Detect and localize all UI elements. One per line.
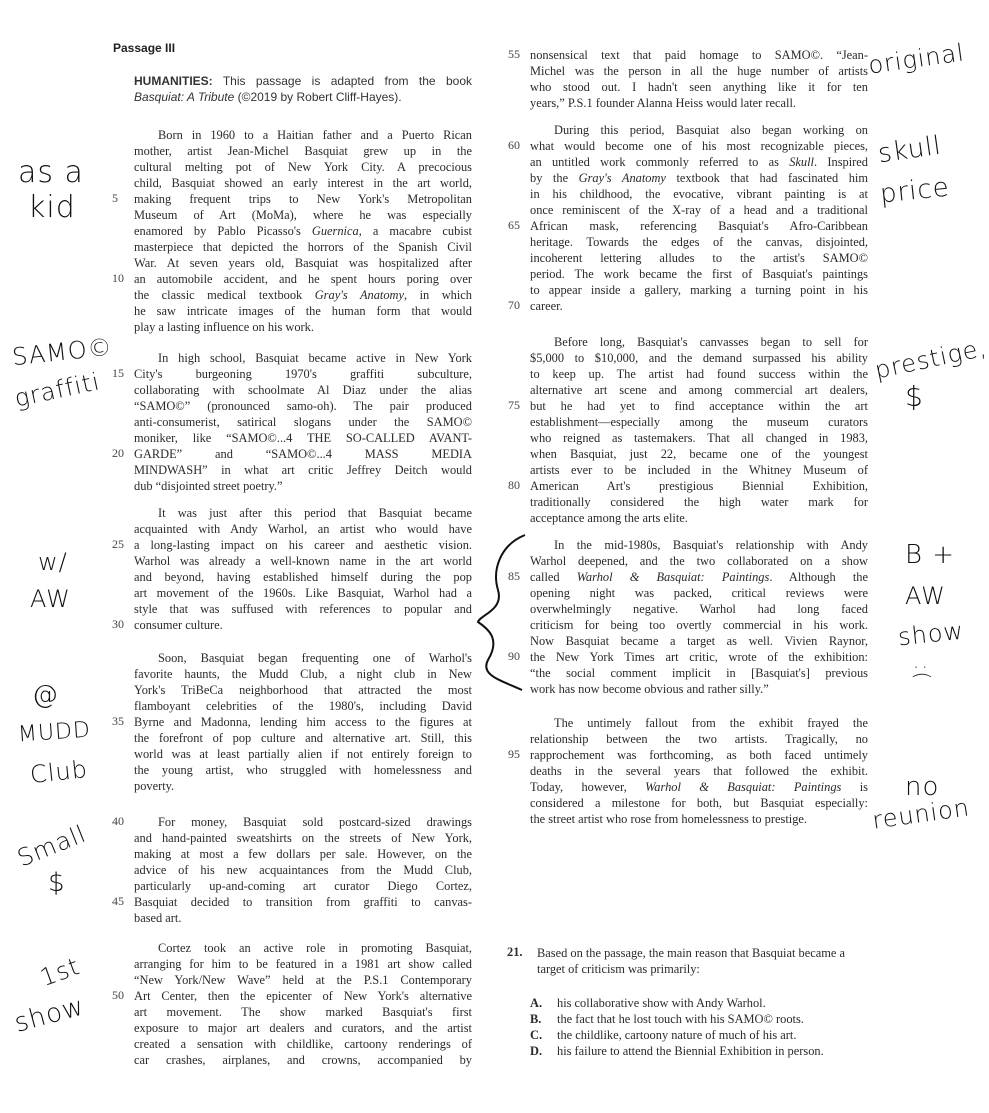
text-line <box>134 350 472 366</box>
text-line <box>530 202 868 218</box>
text-line <box>134 398 472 414</box>
italic-title: Gray's Anatomy <box>578 171 666 185</box>
line-number: 25 <box>112 537 124 551</box>
text-segment: what would become one of his most recognizable pieces, <box>530 139 868 153</box>
text-line <box>530 186 868 202</box>
text-segment: the street artist who rose from homelessness to prestige. <box>530 812 808 826</box>
text-segment: Art Center, then the epicenter of New York's alternative <box>134 989 472 1003</box>
text-segment: Now Basquiat became a target as well. Vivien Raynor, <box>530 634 868 648</box>
line-number: 60 <box>508 138 520 152</box>
text-segment: based art. <box>134 911 182 925</box>
text-segment: Soon, Basquiat began frequenting one of Warhol's <box>158 651 472 665</box>
text-line <box>530 266 868 282</box>
option-text: his collaborative show with Andy Warhol. <box>557 996 766 1010</box>
text-line <box>112 191 472 207</box>
intro-text: This passage is adapted from the book <box>212 74 472 88</box>
text-segment: City's burgeoning 1970's graffiti subculture, <box>134 367 472 381</box>
text-line <box>508 298 868 314</box>
text-segment: art movement of the 1960s. Like Basquiat, Warhol had a <box>134 586 472 600</box>
intro-book-title: Basquiat: A Tribute <box>134 90 235 104</box>
text-segment: Warhol deepened, and the two collaborated on a show <box>530 554 868 568</box>
option-letter: B. <box>530 1012 542 1026</box>
line-number: 80 <box>508 478 520 492</box>
text-segment: “New York/New Wave” held at the P.S.1 Contemporary <box>134 973 472 987</box>
note-at: @ <box>32 680 59 710</box>
text-line <box>508 569 868 585</box>
paragraph <box>508 715 868 827</box>
text-segment: In the mid-1980s, Basquiat's relationship with Andy <box>554 538 868 552</box>
text-segment: . Although the <box>769 570 868 584</box>
text-line <box>134 730 472 746</box>
text-segment: $5,000 to $10,000, and the demand surpassed his ability <box>530 351 868 365</box>
text-segment: In high school, Basquiat became active in New York <box>158 351 472 365</box>
note-as-a: as a <box>18 155 84 190</box>
text-segment: traditionally considered the high water mark for <box>530 495 868 509</box>
text-segment: style that was suffused with references to popular and <box>134 602 472 616</box>
line-number: 10 <box>112 271 124 285</box>
text-line <box>134 175 472 191</box>
text-line <box>530 63 868 79</box>
note-aw: AW <box>30 585 71 613</box>
text-line <box>508 398 868 414</box>
text-segment: Basquiat decided to transition from graffiti to canvas- <box>134 895 472 909</box>
text-line <box>530 811 868 827</box>
text-line <box>530 282 868 298</box>
text-segment: Before long, Basquiat's canvasses began to sell for <box>554 335 868 349</box>
option-letter: A. <box>530 996 543 1010</box>
text-segment: to appear inside a gallery, marking a turning point in his <box>530 283 868 297</box>
text-segment: and beyond, having established himself during the pop <box>134 570 472 584</box>
text-segment: , a macabre cubist <box>358 224 472 238</box>
text-segment: , in which <box>404 288 473 302</box>
text-line <box>530 715 868 731</box>
paragraph <box>112 940 472 1068</box>
text-line <box>530 601 868 617</box>
text-line <box>134 1004 472 1020</box>
text-line <box>530 494 868 510</box>
note-dollar: $ <box>48 868 66 898</box>
line-number: 30 <box>112 617 124 631</box>
paragraph <box>508 537 868 697</box>
note-club: Club <box>28 755 90 789</box>
text-line <box>134 585 472 601</box>
text-line <box>134 255 472 271</box>
text-line <box>134 239 472 255</box>
note-price: price <box>878 172 952 210</box>
line-number: 85 <box>508 569 520 583</box>
line-number: 50 <box>112 988 124 1002</box>
text-line <box>530 79 868 95</box>
note-show: show <box>11 991 88 1039</box>
text-line <box>530 122 868 138</box>
text-line <box>134 778 472 794</box>
text-segment: child, Basquiat showed an early interest in the art world, <box>134 176 472 190</box>
text-line <box>134 382 472 398</box>
line-number: 75 <box>508 398 520 412</box>
text-line <box>134 319 472 335</box>
text-line <box>530 170 868 186</box>
text-line <box>134 666 472 682</box>
text-line <box>134 159 472 175</box>
text-line <box>134 1036 472 1052</box>
text-line <box>530 633 868 649</box>
text-line <box>530 334 868 350</box>
note-no: no <box>905 772 940 802</box>
text-segment: GARDE” and “SAMO©...4 MASS MEDIA <box>134 447 472 461</box>
note-with: w/ <box>38 548 68 576</box>
text-segment: particularly up-and-coming art curator Diego Cortez, <box>134 879 472 893</box>
text-segment: rapprochement was forthcoming, as both faced untimely <box>530 748 868 762</box>
text-line <box>530 446 868 462</box>
text-line <box>530 234 868 250</box>
text-segment: career. <box>530 299 563 313</box>
text-segment: world was at least partially alien if not entirely foreign to <box>134 747 472 761</box>
text-line <box>134 569 472 585</box>
note-dollar-2: $ <box>905 380 924 413</box>
text-segment: a long-lasting impact on his career and aesthetic vision. <box>134 538 472 552</box>
text-segment: opening night was packed, critical reviews were <box>530 586 868 600</box>
text-segment: is <box>841 780 868 794</box>
handwritten-bracket-icon <box>470 530 530 700</box>
text-segment: collaborating with schoolmate Al Diaz under the alias <box>134 383 472 397</box>
passage-intro <box>134 73 472 105</box>
text-line <box>134 601 472 617</box>
line-number: 65 <box>508 218 520 232</box>
paragraph <box>112 650 472 794</box>
text-line <box>112 894 472 910</box>
text-segment: African mask, referencing Basquiat's Afro-Caribbean <box>530 219 868 233</box>
text-segment: advice of his new acquaintances from the Mudd Club, <box>134 863 472 877</box>
note-kid: kid <box>28 190 76 225</box>
text-segment: an untitled work commonly referred to as <box>530 155 790 169</box>
text-line <box>508 218 868 234</box>
question-text: Based on the passage, the main reason that Basquiat became a target of criticism was primarily: <box>537 946 845 976</box>
text-line <box>112 814 472 830</box>
text-segment: years,” P.S.1 founder Alanna Heiss would later recall. <box>530 96 796 110</box>
text-segment: The untimely fallout from the exhibit frayed the <box>554 716 868 730</box>
text-line <box>112 714 472 730</box>
text-segment: “SAMO©” (pronounced samo-oh). The pair produced <box>134 399 472 413</box>
text-line <box>112 537 472 553</box>
text-line <box>530 414 868 430</box>
option-text: his failure to attend the Biennial Exhibition in person. <box>557 1044 824 1058</box>
text-segment: criticism for being too overtly commercial in his work. <box>530 618 868 632</box>
text-segment: created a sensation with childlike, cartoony renderings of <box>134 1037 472 1051</box>
text-line <box>530 350 868 366</box>
note-b-plus: B + <box>905 540 956 570</box>
text-segment: Michel was the person in all the huge number of artists <box>530 64 868 78</box>
text-segment: arranging for him to be featured in a 1981 art show called <box>134 957 472 971</box>
text-segment: exposure to major art dealers and curators, and the artist <box>134 1021 472 1035</box>
text-segment: overwhelmingly negative. Warhol had long faced <box>530 602 868 616</box>
text-segment: by the <box>530 171 579 185</box>
text-segment: the forefront of pop culture and alternative art. Still, this <box>134 731 472 745</box>
text-segment: heritage. Towards the edges of the canvas, disjointed, <box>530 235 868 249</box>
text-segment: acceptance among the arts elite. <box>530 511 688 525</box>
line-number: 20 <box>112 446 124 460</box>
text-segment: when Basquiat, just 22, became one of the youngest <box>530 447 868 461</box>
line-number: 55 <box>508 47 520 61</box>
text-segment: Born in 1960 to a Haitian father and a Puerto Rican <box>158 128 472 142</box>
text-segment: It was just after this period that Basquiat became <box>158 506 472 520</box>
text-segment: relationship between the two artists. Tragically, no <box>530 732 868 746</box>
text-segment: who stood out. I hadn't seen anything like it for ten <box>530 80 868 94</box>
text-line <box>134 682 472 698</box>
text-segment: to keep up. The artist had found success within the <box>530 367 868 381</box>
text-line <box>134 303 472 319</box>
line-number: 5 <box>112 191 118 205</box>
option-letter: D. <box>530 1044 543 1058</box>
text-line <box>112 446 472 462</box>
text-segment: and hand-painted sweatshirts on the streets of New York, <box>134 831 472 845</box>
note-1st: 1st <box>36 951 84 993</box>
text-segment: masterpiece that depicted the horrors of the Spanish Civil <box>134 240 472 254</box>
line-number: 90 <box>508 649 520 663</box>
text-segment: anti-consumerist, satirical slogans under the SAMO© <box>134 415 472 429</box>
text-segment: making at most a few dollars per sale. However, on the <box>134 847 472 861</box>
note-sad-face: :( <box>910 663 935 681</box>
text-segment: “the social comment implicit in [Basquiat's] previous <box>530 666 868 680</box>
text-segment: consumer culture. <box>134 618 223 632</box>
paragraph <box>112 505 472 633</box>
text-line <box>134 910 472 926</box>
text-line <box>508 478 868 494</box>
text-line <box>134 878 472 894</box>
paragraph <box>508 47 868 111</box>
italic-title: Gray's Anatomy <box>314 288 404 302</box>
option-a[interactable] <box>530 995 860 1011</box>
text-line <box>530 462 868 478</box>
text-line <box>530 537 868 553</box>
text-segment: the classic medical textbook <box>134 288 315 302</box>
text-segment: Warhol was already a well-known name in the art world <box>134 554 472 568</box>
text-segment: flamboyant celebrities of the 1980's, including David <box>134 699 472 713</box>
text-segment: he saw intricate images of the human form that would <box>134 304 472 318</box>
note-mudd: MUDD <box>17 717 92 748</box>
text-line <box>134 846 472 862</box>
text-line <box>530 617 868 633</box>
text-line <box>134 430 472 446</box>
text-segment: artists ever to be included in the Whitney Museum of <box>530 463 868 477</box>
italic-title: Guernica <box>311 224 359 238</box>
text-segment: the young artist, who struggled with homelessness and <box>134 763 472 777</box>
option-d[interactable] <box>530 1043 860 1059</box>
text-line <box>134 862 472 878</box>
passage-heading: Passage III <box>113 41 176 55</box>
line-number: 95 <box>508 747 520 761</box>
text-line <box>134 650 472 666</box>
paragraph <box>508 334 868 526</box>
text-line <box>508 47 868 63</box>
text-line <box>112 366 472 382</box>
text-line <box>530 731 868 747</box>
text-segment: work has now become obvious and rather silly.” <box>530 682 769 696</box>
option-c[interactable] <box>530 1027 860 1043</box>
line-number: 45 <box>112 894 124 908</box>
text-line <box>134 207 472 223</box>
text-segment: car crashes, airplanes, and crowns, accompanied by <box>134 1053 472 1067</box>
text-line <box>134 143 472 159</box>
text-segment: Museum of Art (MoMa), where he was especially <box>134 208 472 222</box>
note-skull: skull <box>876 130 944 170</box>
text-segment: nonsensical text that paid homage to SAMO©. “Jean- <box>530 48 868 62</box>
text-line <box>134 414 472 430</box>
text-line <box>530 510 868 526</box>
option-text: the childlike, cartoony nature of much of his art. <box>557 1028 797 1042</box>
text-line <box>530 366 868 382</box>
text-segment: but he had yet to find acceptance within the art <box>530 399 868 413</box>
line-number: 70 <box>508 298 520 312</box>
text-line <box>134 287 472 303</box>
text-line <box>112 271 472 287</box>
text-line <box>134 698 472 714</box>
text-line <box>134 1052 472 1068</box>
text-line <box>508 747 868 763</box>
text-line <box>134 127 472 143</box>
note-samo: SAMO© <box>10 332 114 372</box>
question-number: 21. <box>507 945 523 959</box>
text-line <box>530 382 868 398</box>
intro-label: HUMANITIES: <box>134 74 213 88</box>
text-segment: poverty. <box>134 779 175 793</box>
text-segment: once reminiscent of the X-ray of a head and a traditional <box>530 203 868 217</box>
option-text: the fact that he lost touch with his SAMO© roots. <box>557 1012 804 1026</box>
text-line <box>134 478 472 494</box>
text-line <box>134 505 472 521</box>
text-segment: art movement. The show marked Basquiat's first <box>134 1005 472 1019</box>
text-segment: MINDWASH” in what art critic Jeffrey Deitch would <box>134 463 472 477</box>
text-segment: moniker, like “SAMO©...4 THE SO-CALLED AVANT- <box>134 431 472 445</box>
text-line <box>530 795 868 811</box>
text-line <box>112 988 472 1004</box>
text-line <box>530 430 868 446</box>
paragraph <box>508 122 868 314</box>
note-prestige: prestige, <box>872 333 989 385</box>
text-line <box>134 940 472 956</box>
text-segment: incoherent lettering alludes to the artist's SAMO© <box>530 251 868 265</box>
text-segment: who reigned as tastemakers. That all changed in 1983, <box>530 431 868 445</box>
italic-title: Skull <box>789 155 814 169</box>
text-segment: cultural melting pot of New York City. A precocious <box>134 160 472 174</box>
text-segment: an automobile accident, and he spent hours poring over <box>134 272 472 286</box>
text-line <box>134 830 472 846</box>
text-line <box>134 762 472 778</box>
text-segment: considered a milestone for both, but Basquiat especially: <box>530 796 868 810</box>
text-segment: establishment—especially among the museum curators <box>530 415 868 429</box>
text-segment: During this period, Basquiat also began working on <box>554 123 868 137</box>
text-line <box>134 553 472 569</box>
text-segment: making frequent trips to New York's Metropolitan <box>134 192 472 206</box>
text-line <box>530 585 868 601</box>
text-segment: mother, artist Jean-Michel Basquiat grew up in the <box>134 144 472 158</box>
paragraph <box>112 127 473 335</box>
text-segment: enamored by Pablo Picasso's <box>134 224 312 238</box>
text-line <box>530 154 868 170</box>
text-line <box>530 665 868 681</box>
intro-credit: (©2019 by Robert Cliff-Hayes). <box>234 90 402 104</box>
text-segment: acquainted with Andy Warhol, an artist who would have <box>134 522 472 536</box>
text-segment: War. At seven years old, Basquiat was hospitalized after <box>134 256 472 270</box>
option-letter: C. <box>530 1028 543 1042</box>
text-line <box>530 95 868 111</box>
text-line <box>508 138 868 154</box>
option-b[interactable] <box>530 1011 860 1027</box>
line-number: 40 <box>112 814 124 828</box>
note-small: Small <box>13 819 91 873</box>
text-segment: York's TriBeCa neighborhood that attracted the most <box>134 683 472 697</box>
text-line <box>530 763 868 779</box>
italic-title: Warhol & Basquiat: Paintings <box>645 780 842 794</box>
text-segment: Byrne and Madonna, lending him access to the figures at <box>134 715 472 729</box>
text-segment: the New York Times art critic, wrote of the exhibition: <box>530 650 868 664</box>
text-segment: called <box>530 570 577 584</box>
text-segment: For money, Basquiat sold postcard-sized drawings <box>158 815 472 829</box>
note-show-2: show <box>896 616 966 652</box>
paragraph <box>112 350 472 494</box>
text-segment: period. The work became the first of Basquiat's paintings <box>530 267 868 281</box>
text-segment: deaths in the several years that followed the exhibit. <box>530 764 868 778</box>
text-segment: alternative art scene and among commercial art dealers, <box>530 383 868 397</box>
line-number: 15 <box>112 366 124 380</box>
text-line <box>134 956 472 972</box>
text-segment: American Art's prestigious Biennial Exhibition, <box>530 479 868 493</box>
text-line <box>134 521 472 537</box>
text-line <box>134 746 472 762</box>
note-graffiti: graffiti <box>12 367 103 413</box>
italic-title: Warhol & Basquiat: Paintings <box>576 570 770 584</box>
note-aw-2: AW <box>905 582 946 610</box>
text-line <box>530 681 868 697</box>
text-line <box>134 223 472 239</box>
text-segment: play a lasting influence on his work. <box>134 320 314 334</box>
text-segment: Cortez took an active role in promoting Basquiat, <box>158 941 472 955</box>
line-number: 35 <box>112 714 124 728</box>
text-segment: textbook that had fascinated him <box>665 171 868 185</box>
text-line <box>112 617 472 633</box>
text-segment: . Inspired <box>814 155 868 169</box>
text-line <box>134 462 472 478</box>
note-reunion: reunion <box>870 793 972 835</box>
text-segment: dub “disjointed street poetry.” <box>134 479 283 493</box>
text-line <box>134 1020 472 1036</box>
text-segment: Today, however, <box>530 780 646 794</box>
text-segment: favorite haunts, the Mudd Club, a night club in New <box>134 667 472 681</box>
text-line <box>508 649 868 665</box>
text-line <box>134 972 472 988</box>
text-line <box>530 250 868 266</box>
paragraph <box>112 814 472 926</box>
note-original: original <box>866 38 967 80</box>
text-segment: in his childhood, the evocative, vibrant painting is at <box>530 187 868 201</box>
text-line <box>530 553 868 569</box>
text-line <box>530 779 868 795</box>
